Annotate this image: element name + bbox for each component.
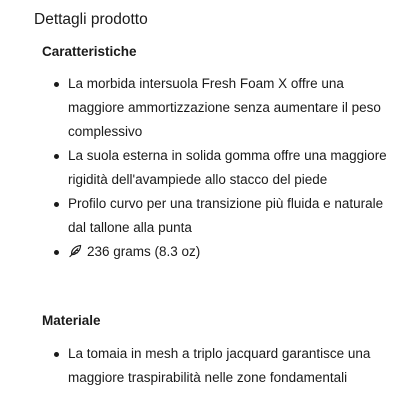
product-details [34,10,404,385]
list-item: Profilo curvo per una transizione più fluida e naturale dal tallone alla punta [54,192,389,240]
material-list [54,342,389,390]
weight-item [54,240,389,264]
weight-text: 236 grams (8.3 oz) [87,244,201,259]
features-list [54,72,389,264]
features-heading: Caratteristiche [42,44,137,59]
page-title: Dettagli prodotto [34,11,148,28]
list-item: La morbida intersuola Fresh Foam X offre una maggiore ammortizzazione senza aumentare il peso complessivo [54,72,389,144]
feather-icon [68,244,83,258]
list-item: La tomaia in mesh a triplo jacquard garantisce una maggiore traspirabilità nelle zone fondamentali [54,342,389,390]
material-heading: Materiale [42,313,101,328]
list-item: La suola esterna in solida gomma offre una maggiore rigidità dell'avampiede allo stacco del piede [54,144,389,192]
